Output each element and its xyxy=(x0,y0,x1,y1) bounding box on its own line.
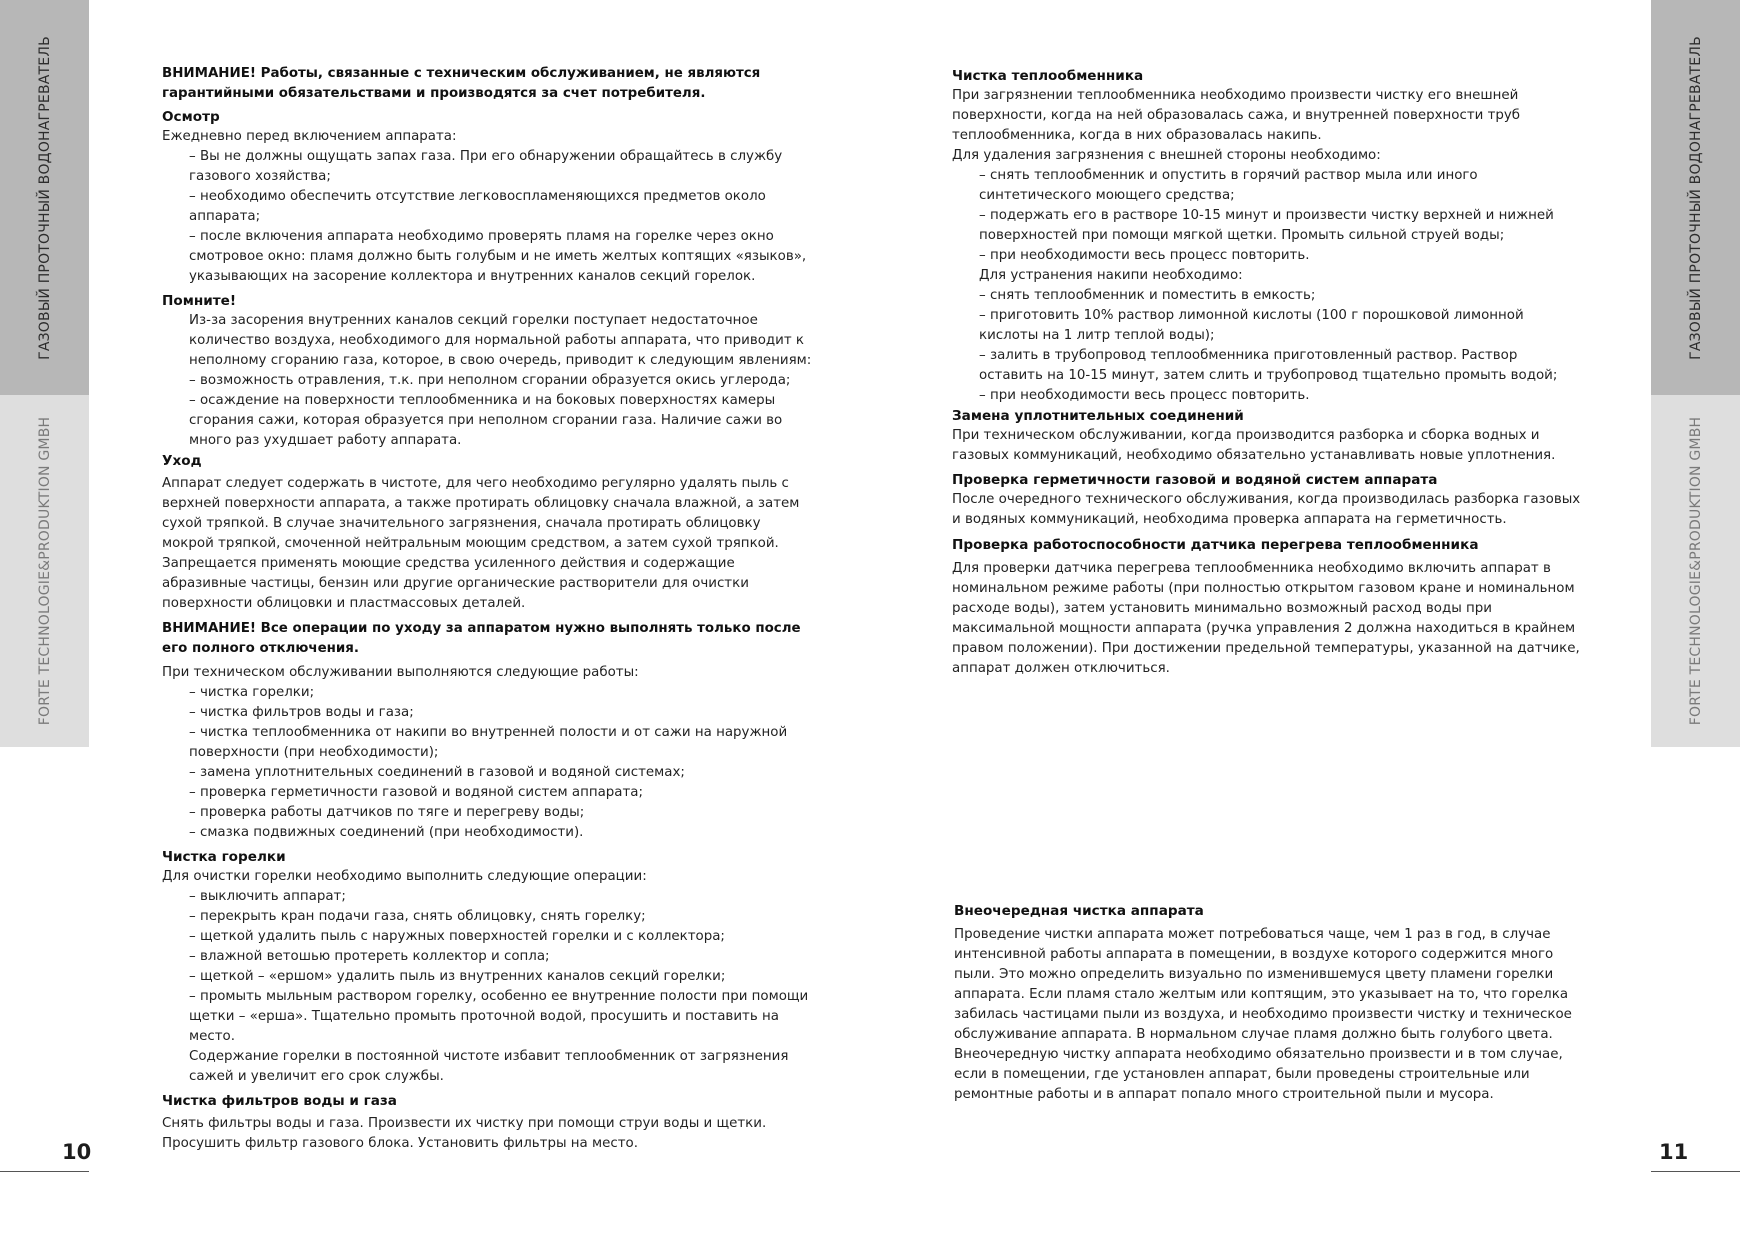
heat-exchanger-item: Для устранения накипи необходимо: xyxy=(979,268,1243,283)
left-title-band xyxy=(0,0,89,395)
extra-cleaning-heading: Внеочередная чистка аппарата xyxy=(954,903,1204,919)
right-band-company: FORTE TECHNOLOGIE&PRODUKTION GMBH xyxy=(1687,416,1704,726)
burner-cleaning-item: – перекрыть кран подачи газа, снять облицовку, снять горелку; xyxy=(189,909,646,924)
inspection-intro: Ежедневно перед включением аппарата: xyxy=(162,129,457,144)
extra-cleaning-paragraph: Проведение чистки аппарата может потребоваться чаще, чем 1 раз в год, в случае интенсивной работы аппарата в помещении, в воздухе которого содержится много пыли. Это можно определить визуально по изменившемуся цвету пламени горелки аппарата. Если пламя стало желтым или коптящим, это указывает на то, что горелка забилась частицами пыли из воздуха, и необходимо произвести чистку и техническое обслуживание аппарата. В нормальном случае пламя должно быть голубого цвета. xyxy=(954,927,1572,1042)
heat-exchanger-item: – снять теплообменник и поместить в емкость; xyxy=(979,288,1316,303)
maintenance-item: – проверка работы датчиков по тяге и перегреву воды; xyxy=(189,805,585,820)
extra-cleaning-section xyxy=(954,901,1584,1105)
inspection-heading: Осмотр xyxy=(162,109,220,125)
heat-exchanger-item: – подержать его в растворе 10-15 минут и произвести чистку верхней и нижней поверхностей при помощи мягкой щетки. Промыть сильной струей воды; xyxy=(979,208,1554,243)
remember-heading: Помните! xyxy=(162,293,237,309)
seals-text: При техническом обслуживании, когда производится разборка и сборка водных и газовых коммуникаций, необходимо обязательно устанавливать новые уплотнения. xyxy=(952,428,1556,463)
filters-text: Снять фильтры воды и газа. Произвести их чистку при помощи струи воды и щетки. Просушить фильтр газового блока. Установить фильтры на место. xyxy=(162,1116,767,1151)
burner-cleaning-item: – выключить аппарат; xyxy=(189,889,346,904)
sensor-text: Для проверки датчика перегрева теплообменника необходимо включить аппарат в номинальном режиме работы (при полностью открытом газовом кране и номинальном расходе воды), затем установить минимально возможный расход воды при максимальной мощности аппарата (ручка управления 2 должна находиться в крайнем правом положении). При достижении предельной температуры, указанной на датчике, аппарат должен отключиться. xyxy=(952,561,1580,676)
burner-cleaning-intro: Для очистки горелки необходимо выполнить следующие операции: xyxy=(162,869,647,884)
heat-exchanger-paragraph: При загрязнении теплообменника необходимо произвести чистку его внешней поверхности, когда на ней образовалась сажа, и внутренней поверхности труб теплообменника, когда в них образовалась накипь. xyxy=(952,88,1521,143)
remember-item: – осаждение на поверхности теплообменника и на боковых поверхностях камеры сгорания сажи, которая образуется при неполном сгорании газа. Наличие сажи во много раз ухудшает работу аппарата. xyxy=(189,393,783,448)
right-band-title: ГАЗОВЫЙ ПРОТОЧНЫЙ ВОДОНАГРЕВАТЕЛЬ xyxy=(1687,35,1704,360)
page-number-left: 10 xyxy=(62,1140,92,1164)
sensor-heading: Проверка работоспособности датчика перегрева теплообменника xyxy=(952,537,1479,553)
maintenance-intro: При техническом обслуживании выполняются следующие работы: xyxy=(162,665,639,680)
tightness-text: После очередного технического обслуживания, когда производилась разборка газовых и водяных коммуникаций, необходима проверка аппарата на герметичность. xyxy=(952,492,1581,527)
right-page-column xyxy=(952,66,1582,679)
burner-cleaning-item: – влажной ветошью протереть коллектор и сопла; xyxy=(189,949,550,964)
left-company-band xyxy=(0,395,89,747)
care-heading: Уход xyxy=(162,453,202,469)
tightness-heading: Проверка герметичности газовой и водяной систем аппарата xyxy=(952,472,1438,488)
maintenance-item: – проверка герметичности газовой и водяной систем аппарата; xyxy=(189,785,644,800)
heat-exchanger-heading: Чистка теплообменника xyxy=(952,68,1144,84)
filters-heading: Чистка фильтров воды и газа xyxy=(162,1093,397,1109)
inspection-item: – после включения аппарата необходимо проверять пламя на горелке через окно смотровое окно: пламя должно быть голубым и не иметь желтых коптящих «языков», указывающих на засорение коллектора и внутренних каналов секций горелок. xyxy=(189,229,807,284)
maintenance-item: – чистка теплообменника от накипи во внутренней полости и от сажи на наружной поверхности (при необходимости); xyxy=(189,725,788,760)
remember-item: – возможность отравления, т.к. при неполном сгорании образуется окись углерода; xyxy=(189,373,791,388)
maintenance-item: – замена уплотнительных соединений в газовой и водяной системах; xyxy=(189,765,685,780)
maintenance-item: – чистка фильтров воды и газа; xyxy=(189,705,414,720)
inspection-item: – необходимо обеспечить отсутствие легковоспламеняющихся предметов около аппарата; xyxy=(189,189,766,224)
footer-rule-right xyxy=(1651,1171,1740,1172)
maintenance-item: – смазка подвижных соединений (при необходимости). xyxy=(189,825,584,840)
care-paragraph: Запрещается применять моющие средства усиленного действия и содержащие абразивные частицы, бензин или другие органические растворители для очистки поверхности облицовки и пластмассовых деталей. xyxy=(162,556,749,611)
heat-exchanger-item: – при необходимости весь процесс повторить. xyxy=(979,388,1310,403)
heat-exchanger-item: – снять теплообменник и опустить в горячий раствор мыла или иного синтетического моющего средства; xyxy=(979,168,1478,203)
burner-cleaning-item: Содержание горелки в постоянной чистоте избавит теплообменник от загрязнения сажей и увеличит его срок службы. xyxy=(189,1049,789,1084)
heat-exchanger-item: – залить в трубопровод теплообменника приготовленный раствор. Раствор оставить на 10-15 минут, затем слить и трубопровод тщательно промыть водой; xyxy=(979,348,1558,383)
left-band-company: FORTE TECHNOLOGIE&PRODUKTION GMBH xyxy=(36,416,53,726)
heat-exchanger-item: – при необходимости весь процесс повторить. xyxy=(979,248,1310,263)
seals-heading: Замена уплотнительных соединений xyxy=(952,408,1244,424)
inspection-item: – Вы не должны ощущать запах газа. При его обнаружении обращайтесь в службу газового хозяйства; xyxy=(189,149,783,184)
burner-cleaning-item: – щеткой удалить пыль с наружных поверхностей горелки и с коллектора; xyxy=(189,929,725,944)
right-company-band xyxy=(1651,395,1740,747)
heat-exchanger-item: – приготовить 10% раствор лимонной кислоты (100 г порошковой лимонной кислоты на 1 литр теплой воды); xyxy=(979,308,1524,343)
care-paragraph: Аппарат следует содержать в чистоте, для чего необходимо регулярно удалять пыль с верхней поверхности аппарата, а также протирать облицовку сначала влажной, а затем сухой тряпкой. В случае значительного загрязнения, сначала протирать облицовку мокрой тряпкой, смоченной нейтральным моющим средством, а затем сухой тряпкой. xyxy=(162,476,800,551)
right-title-band xyxy=(1651,0,1740,395)
heat-exchanger-paragraph: Для удаления загрязнения с внешней стороны необходимо: xyxy=(952,148,1381,163)
burner-cleaning-heading: Чистка горелки xyxy=(162,849,286,865)
maintenance-item: – чистка горелки; xyxy=(189,685,315,700)
burner-cleaning-item: – промыть мыльным раствором горелку, особенно ее внутренние полости при помощи щетки – «ерша». Тщательно промыть проточной водой, просушить и поставить на место. xyxy=(189,989,809,1044)
left-page-column xyxy=(162,64,812,1154)
warning-operations: ВНИМАНИЕ! Все операции по уходу за аппаратом нужно выполнять только после его полного отключения. xyxy=(162,621,801,656)
burner-cleaning-item: – щеткой – «ершом» удалить пыль из внутренних каналов секций горелки; xyxy=(189,969,726,984)
remember-item: Из-за засорения внутренних каналов секций горелки поступает недостаточное количество воздуха, необходимого для нормальной работы аппарата, что приводит к неполному сгоранию газа, которое, в свою очередь, приводит к следующим явлениям: xyxy=(189,313,812,368)
page-number-right: 11 xyxy=(1659,1140,1689,1164)
footer-rule-left xyxy=(0,1171,89,1172)
extra-cleaning-paragraph: Внеочередную чистку аппарата необходимо обязательно произвести и в том случае, если в помещении, где установлен аппарат, были проведены строительные или ремонтные работы и в аппарат попало много строительной пыли и мусора. xyxy=(954,1047,1563,1102)
warning-intro: ВНИМАНИЕ! Работы, связанные с техническим обслуживанием, не являются гарантийными обязательствами и производятся за счет потребителя. xyxy=(162,66,761,101)
left-band-title: ГАЗОВЫЙ ПРОТОЧНЫЙ ВОДОНАГРЕВАТЕЛЬ xyxy=(36,35,53,360)
